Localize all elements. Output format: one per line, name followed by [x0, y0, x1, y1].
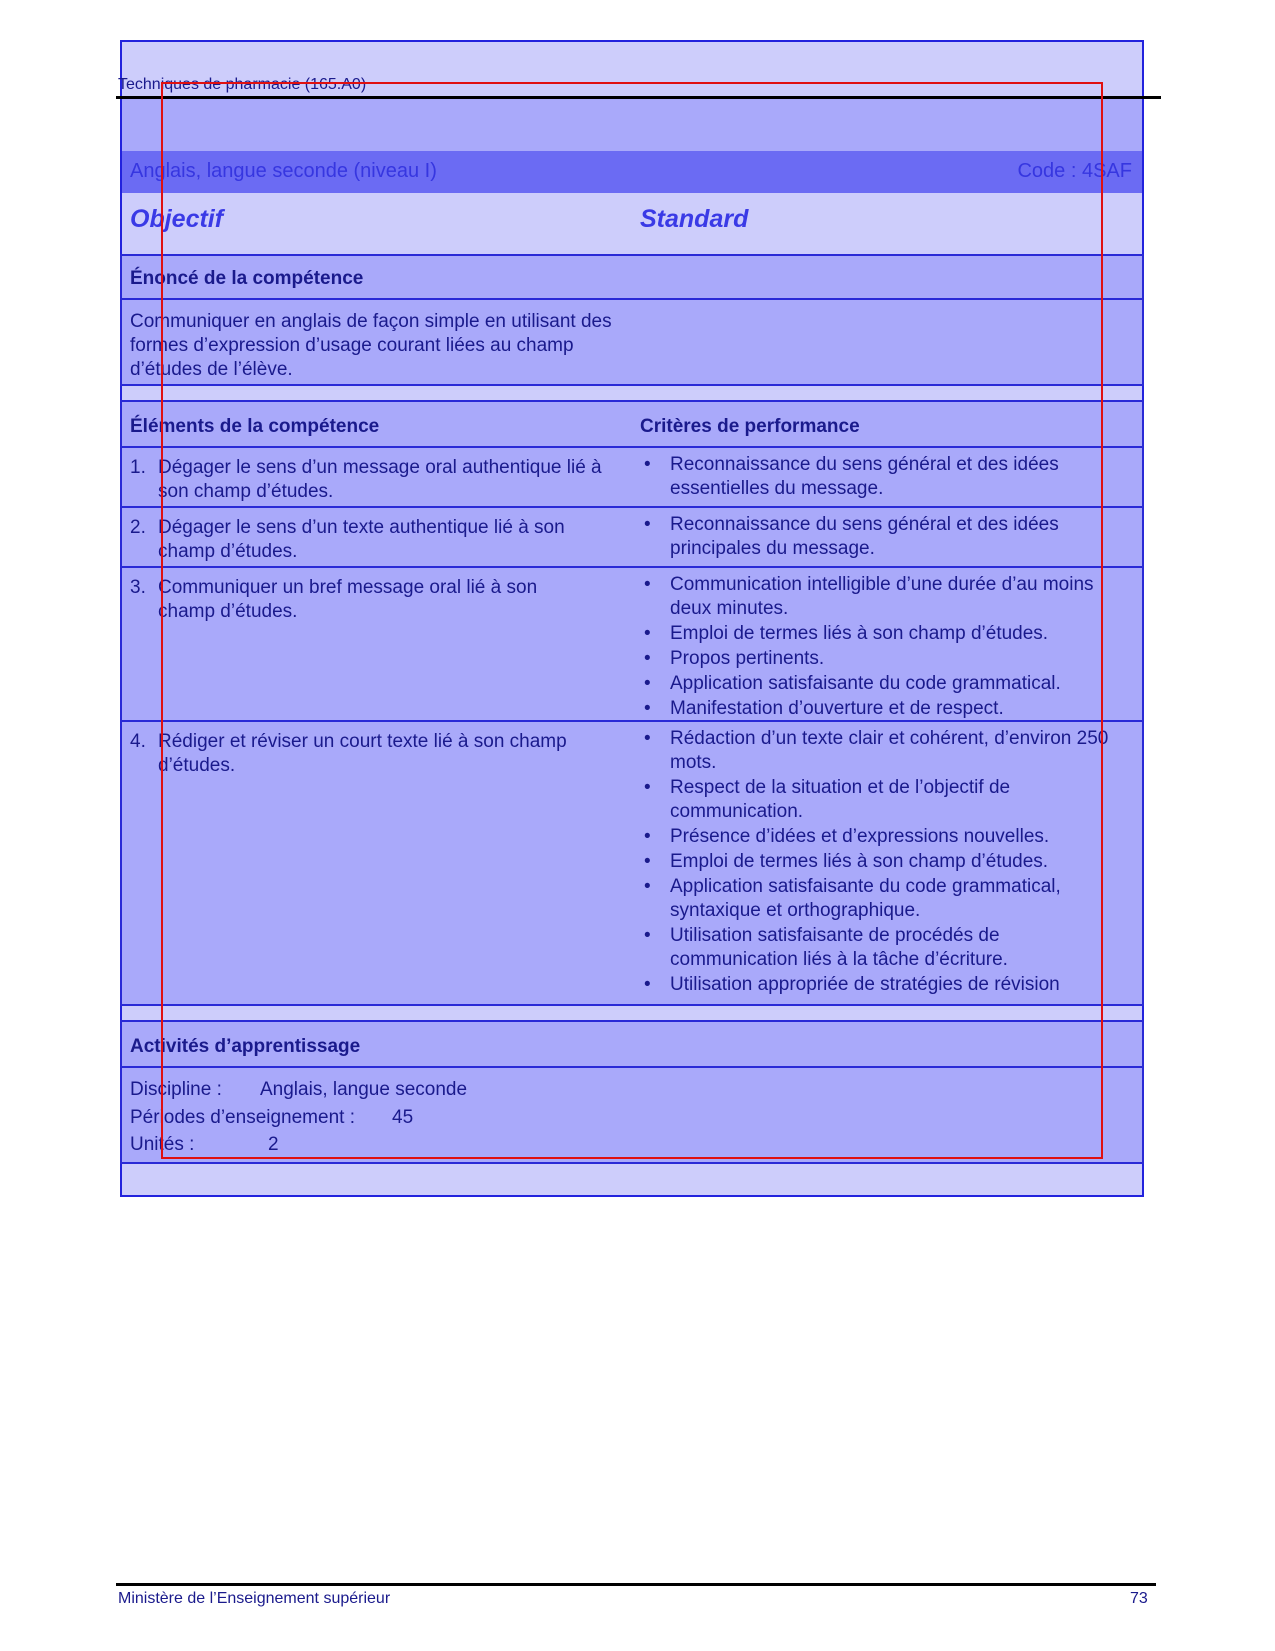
elements-heading-row — [122, 402, 1142, 448]
activites-heading: Activités d’apprentissage — [130, 1036, 361, 1057]
footer-rule — [116, 1583, 1156, 1586]
periodes-label: Périodes d’enseignement : — [130, 1107, 355, 1128]
criteria-list — [642, 453, 1112, 502]
criteria-list — [642, 727, 1112, 998]
row-divider — [122, 720, 1142, 722]
footer-ministry: Ministère de l’Enseignement supérieur — [118, 1590, 391, 1607]
header-band — [122, 99, 1142, 151]
page-number: 73 — [1130, 1590, 1148, 1607]
criterion: • Emploi de termes liés à son champ d’études. — [644, 851, 1049, 872]
criterion: • Propos pertinents. — [644, 648, 825, 669]
discipline-label: Discipline : — [130, 1079, 222, 1100]
criterion: • Communication intelligible d’une durée d’au moins deux minutes. — [644, 574, 1094, 619]
criteria-list — [642, 573, 1112, 722]
element-text: Dégager le sens d’un message oral authentique lié à son champ d’études. — [158, 457, 602, 502]
periodes-value: 45 — [392, 1107, 414, 1128]
criterion: • Reconnaissance du sens général et des idées principales du message. — [644, 514, 1059, 559]
row-divider — [122, 566, 1142, 568]
elements-section — [120, 400, 1144, 1006]
element-text: Dégager le sens d’un texte authentique lié à son champ d’études. — [158, 517, 565, 562]
enonce-heading: Énoncé de la compétence — [130, 268, 364, 289]
unites-value: 2 — [268, 1134, 279, 1155]
unites-label: Unités : — [130, 1134, 195, 1155]
criteres-heading: Critères de performance — [640, 416, 860, 437]
element-text: Communiquer un bref message oral lié à son champ d’études. — [158, 577, 538, 622]
element-number: 2. — [130, 517, 146, 538]
element-number: 3. — [130, 577, 146, 598]
discipline-value: Anglais, langue seconde — [260, 1079, 468, 1100]
criterion: • Utilisation appropriée de stratégies de révision — [644, 974, 1060, 995]
criterion: • Reconnaissance du sens général et des idées essentielles du message. — [644, 454, 1059, 499]
element-text: Rédiger et réviser un court texte lié à son champ d’études. — [158, 731, 567, 776]
objectif-heading: Objectif — [130, 205, 224, 233]
standard-heading: Standard — [640, 205, 749, 233]
periodes-row — [130, 1106, 413, 1130]
criterion: • Application satisfaisante du code grammatical, syntaxique et orthographique. — [644, 876, 1061, 921]
enonce-heading-row — [122, 256, 1142, 300]
element-number: 1. — [130, 457, 146, 478]
row-divider — [122, 506, 1142, 508]
criterion: • Emploi de termes liés à son champ d’études. — [644, 623, 1049, 644]
running-header: Techniques de pharmacie (165.A0) — [118, 76, 367, 93]
criterion: • Manifestation d’ouverture et de respect. — [644, 698, 1004, 719]
criterion: • Rédaction d’un texte clair et cohérent, d’environ 250 mots. — [644, 728, 1109, 773]
title-bar — [122, 151, 1142, 193]
criterion: • Application satisfaisante du code grammatical. — [644, 673, 1061, 694]
unites-row — [130, 1133, 279, 1157]
discipline-row — [130, 1078, 467, 1102]
course-title: Anglais, langue seconde (niveau I) — [130, 160, 437, 182]
enonce-text: Communiquer en anglais de façon simple en utilisant des formes d’expression d’usage courant liées au champ d’études de l’élève. — [130, 311, 612, 380]
criterion: • Respect de la situation et de l’objectif de communication. — [644, 777, 1011, 822]
element-number: 4. — [130, 731, 146, 752]
activites-heading-row — [122, 1022, 1142, 1068]
activites-section — [120, 1020, 1144, 1164]
elements-heading: Éléments de la compétence — [130, 416, 380, 437]
criterion: • Utilisation satisfaisante de procédés de communication liés à la tâche d’écriture. — [644, 925, 1008, 970]
course-code: Code : 4SAF — [1017, 160, 1132, 182]
criterion: • Présence d’idées et d’expressions nouvelles. — [644, 826, 1050, 847]
criteria-list — [642, 513, 1112, 562]
enonce-section — [120, 254, 1144, 386]
